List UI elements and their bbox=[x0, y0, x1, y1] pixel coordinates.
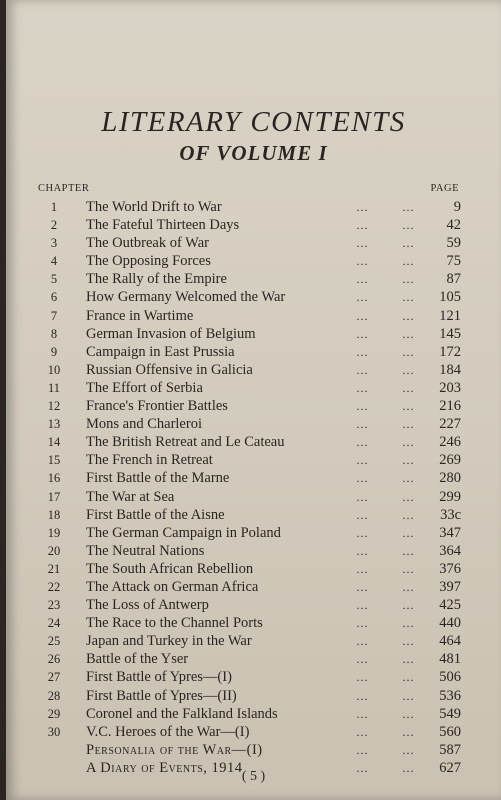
page-ref: 481 bbox=[439, 651, 461, 668]
toc-row bbox=[6, 488, 501, 506]
dot-leader: … bbox=[402, 308, 415, 323]
page-subtitle: OF VOLUME I bbox=[179, 141, 328, 165]
chapter-title: The Attack on German Africa bbox=[86, 578, 259, 595]
page-ref: 184 bbox=[439, 361, 461, 378]
page-ref: 464 bbox=[439, 633, 461, 650]
chapter-title: Battle of the Yser bbox=[86, 651, 189, 668]
toc-row bbox=[6, 361, 501, 379]
chapter-number: 24 bbox=[47, 616, 61, 631]
dot-leader: … bbox=[402, 543, 415, 558]
chapter-title: France's Frontier Battles bbox=[86, 398, 228, 415]
toc-row bbox=[6, 433, 501, 451]
page-ref: 42 bbox=[446, 217, 461, 234]
dot-leader: … bbox=[402, 489, 415, 504]
chapter-number: 1 bbox=[50, 200, 58, 214]
dot-leader: … bbox=[356, 254, 369, 269]
chapter-title: Mons and Charleroi bbox=[86, 416, 202, 433]
toc-row bbox=[6, 741, 501, 759]
dot-leader: … bbox=[402, 254, 415, 269]
dot-leader: … bbox=[356, 399, 369, 414]
chapter-title: First Battle of Ypres—(II) bbox=[86, 687, 237, 704]
chapter-number: 3 bbox=[50, 236, 58, 251]
dot-leader: … bbox=[356, 724, 369, 739]
chapter-number: 4 bbox=[50, 254, 58, 269]
toc-row bbox=[6, 650, 501, 668]
dot-leader: … bbox=[402, 326, 415, 341]
toc-row bbox=[6, 307, 501, 325]
dot-leader: … bbox=[356, 380, 369, 395]
page-ref: 145 bbox=[439, 325, 461, 342]
dot-leader: … bbox=[402, 435, 415, 450]
page-ref: 425 bbox=[439, 597, 461, 614]
dot-leader: … bbox=[356, 471, 369, 486]
toc-row bbox=[6, 668, 501, 686]
dot-leader: … bbox=[356, 706, 369, 721]
page-ref: 172 bbox=[439, 343, 461, 360]
chapter-title: Personalia of the War—(I) bbox=[86, 741, 263, 758]
chapter-number: 21 bbox=[47, 561, 61, 576]
chapter-title: The Neutral Nations bbox=[86, 542, 205, 559]
page-ref: 364 bbox=[439, 542, 461, 559]
column-header-chapter: CHAPTER bbox=[38, 183, 90, 194]
dot-leader: … bbox=[356, 362, 369, 377]
chapter-title: The World Drift to War bbox=[86, 199, 222, 215]
toc-row bbox=[6, 578, 501, 596]
dot-leader: … bbox=[402, 760, 415, 775]
page-ref: 216 bbox=[439, 398, 461, 415]
chapter-title: The Race to the Channel Ports bbox=[86, 615, 263, 632]
page-ref: 59 bbox=[446, 235, 461, 252]
toc-row bbox=[6, 288, 501, 306]
dot-leader: … bbox=[356, 507, 369, 522]
chapter-title: A Diary of Events, 1914 bbox=[86, 759, 243, 776]
dot-leader: … bbox=[402, 598, 415, 613]
page-title: LITERARY CONTENTS bbox=[101, 106, 406, 138]
chapter-number: 28 bbox=[47, 688, 61, 703]
page-ref: 549 bbox=[439, 705, 461, 722]
chapter-number: 7 bbox=[50, 308, 58, 323]
toc-row bbox=[6, 542, 501, 560]
page-ref: 299 bbox=[439, 488, 461, 505]
page-ref: 440 bbox=[439, 615, 461, 632]
page-ref: 227 bbox=[439, 416, 461, 433]
page-ref: 87 bbox=[446, 271, 461, 288]
dot-leader: … bbox=[356, 598, 369, 613]
dot-leader: … bbox=[356, 218, 369, 233]
toc-row bbox=[6, 506, 501, 524]
dot-leader: … bbox=[402, 453, 415, 468]
toc-row bbox=[6, 270, 501, 288]
chapter-title: Campaign in East Prussia bbox=[86, 343, 235, 360]
chapter-number: 14 bbox=[47, 435, 61, 450]
toc-row bbox=[6, 252, 501, 270]
toc-row bbox=[6, 343, 501, 361]
toc-row bbox=[6, 325, 501, 343]
table-of-contents bbox=[6, 198, 501, 777]
dot-leader: … bbox=[356, 652, 369, 667]
dot-leader: … bbox=[356, 489, 369, 504]
chapter-number: 16 bbox=[47, 471, 61, 486]
chapter-number: 19 bbox=[47, 525, 61, 540]
toc-row bbox=[6, 216, 501, 234]
page-ref: 560 bbox=[439, 723, 461, 740]
dot-leader: … bbox=[356, 561, 369, 576]
chapter-title: First Battle of the Aisne bbox=[86, 506, 225, 523]
page-ref: 203 bbox=[439, 379, 461, 396]
dot-leader: … bbox=[356, 742, 369, 757]
dot-leader: … bbox=[356, 308, 369, 323]
toc-row bbox=[6, 379, 501, 397]
chapter-title: First Battle of Ypres—(I) bbox=[86, 669, 232, 686]
dot-leader: … bbox=[356, 453, 369, 468]
chapter-number: 12 bbox=[47, 399, 61, 414]
chapter-title: The British Retreat and Le Cateau bbox=[86, 434, 285, 451]
chapter-title: V.C. Heroes of the War—(I) bbox=[86, 723, 250, 740]
dot-leader: … bbox=[356, 344, 369, 359]
toc-row bbox=[6, 469, 501, 487]
dot-leader: … bbox=[402, 525, 415, 540]
chapter-number: 8 bbox=[50, 326, 58, 341]
dot-leader: … bbox=[356, 435, 369, 450]
dot-leader: … bbox=[402, 634, 415, 649]
dot-leader: … bbox=[402, 471, 415, 486]
chapter-number: 30 bbox=[47, 724, 61, 739]
chapter-title: The French in Retreat bbox=[86, 452, 213, 469]
dot-leader: … bbox=[356, 417, 369, 432]
chapter-title: Coronel and the Falkland Islands bbox=[86, 705, 278, 722]
chapter-number: 2 bbox=[50, 218, 58, 233]
toc-row bbox=[6, 524, 501, 542]
dot-leader: … bbox=[402, 218, 415, 233]
chapter-title: Russian Offensive in Galicia bbox=[86, 361, 253, 378]
chapter-title: France in Wartime bbox=[86, 307, 194, 324]
dot-leader: … bbox=[356, 688, 369, 703]
dot-leader: … bbox=[402, 362, 415, 377]
toc-row bbox=[6, 705, 501, 723]
dot-leader: … bbox=[356, 525, 369, 540]
dot-leader: … bbox=[402, 399, 415, 414]
dot-leader: … bbox=[356, 290, 369, 305]
chapter-title: The German Campaign in Poland bbox=[86, 524, 281, 541]
dot-leader: … bbox=[402, 507, 415, 522]
toc-row bbox=[6, 614, 501, 632]
dot-leader: … bbox=[402, 561, 415, 576]
dot-leader: … bbox=[402, 724, 415, 739]
chapter-number: 6 bbox=[50, 290, 58, 305]
toc-row bbox=[6, 415, 501, 433]
chapter-number: 23 bbox=[47, 598, 61, 613]
dot-leader: … bbox=[402, 236, 415, 251]
dot-leader: … bbox=[356, 579, 369, 594]
dot-leader: … bbox=[356, 236, 369, 251]
dot-leader: … bbox=[356, 200, 369, 214]
page-ref: 33c bbox=[440, 506, 461, 523]
toc-row bbox=[6, 596, 501, 614]
dot-leader: … bbox=[402, 616, 415, 631]
chapter-title: German Invasion of Belgium bbox=[86, 325, 256, 342]
page-number: ( 5 ) bbox=[241, 769, 266, 784]
page-ref: 627 bbox=[439, 759, 461, 776]
dot-leader: … bbox=[402, 200, 415, 214]
chapter-number: 15 bbox=[47, 453, 61, 468]
dot-leader: … bbox=[402, 344, 415, 359]
toc-row bbox=[6, 560, 501, 578]
chapter-title: The War at Sea bbox=[86, 488, 175, 505]
toc-row bbox=[6, 198, 501, 216]
chapter-number: 13 bbox=[47, 417, 61, 432]
page-ref: 269 bbox=[439, 452, 461, 469]
dot-leader: … bbox=[402, 706, 415, 721]
chapter-number: 22 bbox=[47, 579, 61, 594]
dot-leader: … bbox=[402, 652, 415, 667]
toc-row bbox=[6, 723, 501, 741]
chapter-title: The Opposing Forces bbox=[86, 253, 211, 270]
dot-leader: … bbox=[356, 272, 369, 287]
dot-leader: … bbox=[402, 688, 415, 703]
dot-leader: … bbox=[356, 543, 369, 558]
page-ref: 280 bbox=[439, 470, 461, 487]
dot-leader: … bbox=[402, 417, 415, 432]
chapter-number: 20 bbox=[47, 543, 61, 558]
chapter-title: Japan and Turkey in the War bbox=[86, 633, 252, 650]
page-ref: 9 bbox=[453, 199, 461, 215]
page-ref: 246 bbox=[439, 434, 461, 451]
page-ref: 347 bbox=[439, 524, 461, 541]
dot-leader: … bbox=[402, 579, 415, 594]
chapter-title: The Loss of Antwerp bbox=[86, 597, 209, 614]
chapter-number: 10 bbox=[47, 362, 61, 377]
chapter-title: How Germany Welcomed the War bbox=[86, 289, 286, 306]
column-header-page: PAGE bbox=[430, 183, 459, 194]
dot-leader: … bbox=[402, 742, 415, 757]
chapter-number: 25 bbox=[47, 634, 61, 649]
page-ref: 376 bbox=[439, 560, 461, 577]
chapter-number: 26 bbox=[47, 652, 61, 667]
dot-leader: … bbox=[402, 290, 415, 305]
toc-row bbox=[6, 632, 501, 650]
dot-leader: … bbox=[356, 634, 369, 649]
chapter-number: 18 bbox=[47, 507, 61, 522]
page-ref: 506 bbox=[439, 669, 461, 686]
chapter-title: The Fateful Thirteen Days bbox=[86, 217, 240, 234]
dot-leader: … bbox=[356, 760, 369, 775]
chapter-number: 11 bbox=[47, 380, 61, 395]
dot-leader: … bbox=[356, 616, 369, 631]
toc-row bbox=[6, 397, 501, 415]
chapter-title: The South African Rebellion bbox=[86, 560, 254, 577]
page-ref: 397 bbox=[439, 578, 461, 595]
page-ref: 587 bbox=[439, 741, 461, 758]
toc-row bbox=[6, 234, 501, 252]
chapter-number: 5 bbox=[50, 272, 58, 287]
chapter-title: The Outbreak of War bbox=[86, 235, 209, 252]
toc-row bbox=[6, 451, 501, 469]
page-ref: 121 bbox=[439, 307, 461, 324]
page-ref: 536 bbox=[439, 687, 461, 704]
chapter-number: 29 bbox=[47, 706, 61, 721]
page-ref: 75 bbox=[446, 253, 461, 270]
dot-leader: … bbox=[356, 326, 369, 341]
chapter-number: 27 bbox=[47, 670, 61, 685]
book-page bbox=[6, 0, 501, 800]
chapter-title: The Effort of Serbia bbox=[86, 379, 203, 396]
page-ref: 105 bbox=[439, 289, 461, 306]
chapter-title: First Battle of the Marne bbox=[86, 470, 230, 487]
dot-leader: … bbox=[402, 670, 415, 685]
toc-row bbox=[6, 687, 501, 705]
chapter-title: The Rally of the Empire bbox=[86, 271, 227, 288]
dot-leader: … bbox=[402, 272, 415, 287]
chapter-number: 9 bbox=[50, 344, 58, 359]
dot-leader: … bbox=[356, 670, 369, 685]
chapter-number: 17 bbox=[47, 489, 61, 504]
dot-leader: … bbox=[402, 380, 415, 395]
